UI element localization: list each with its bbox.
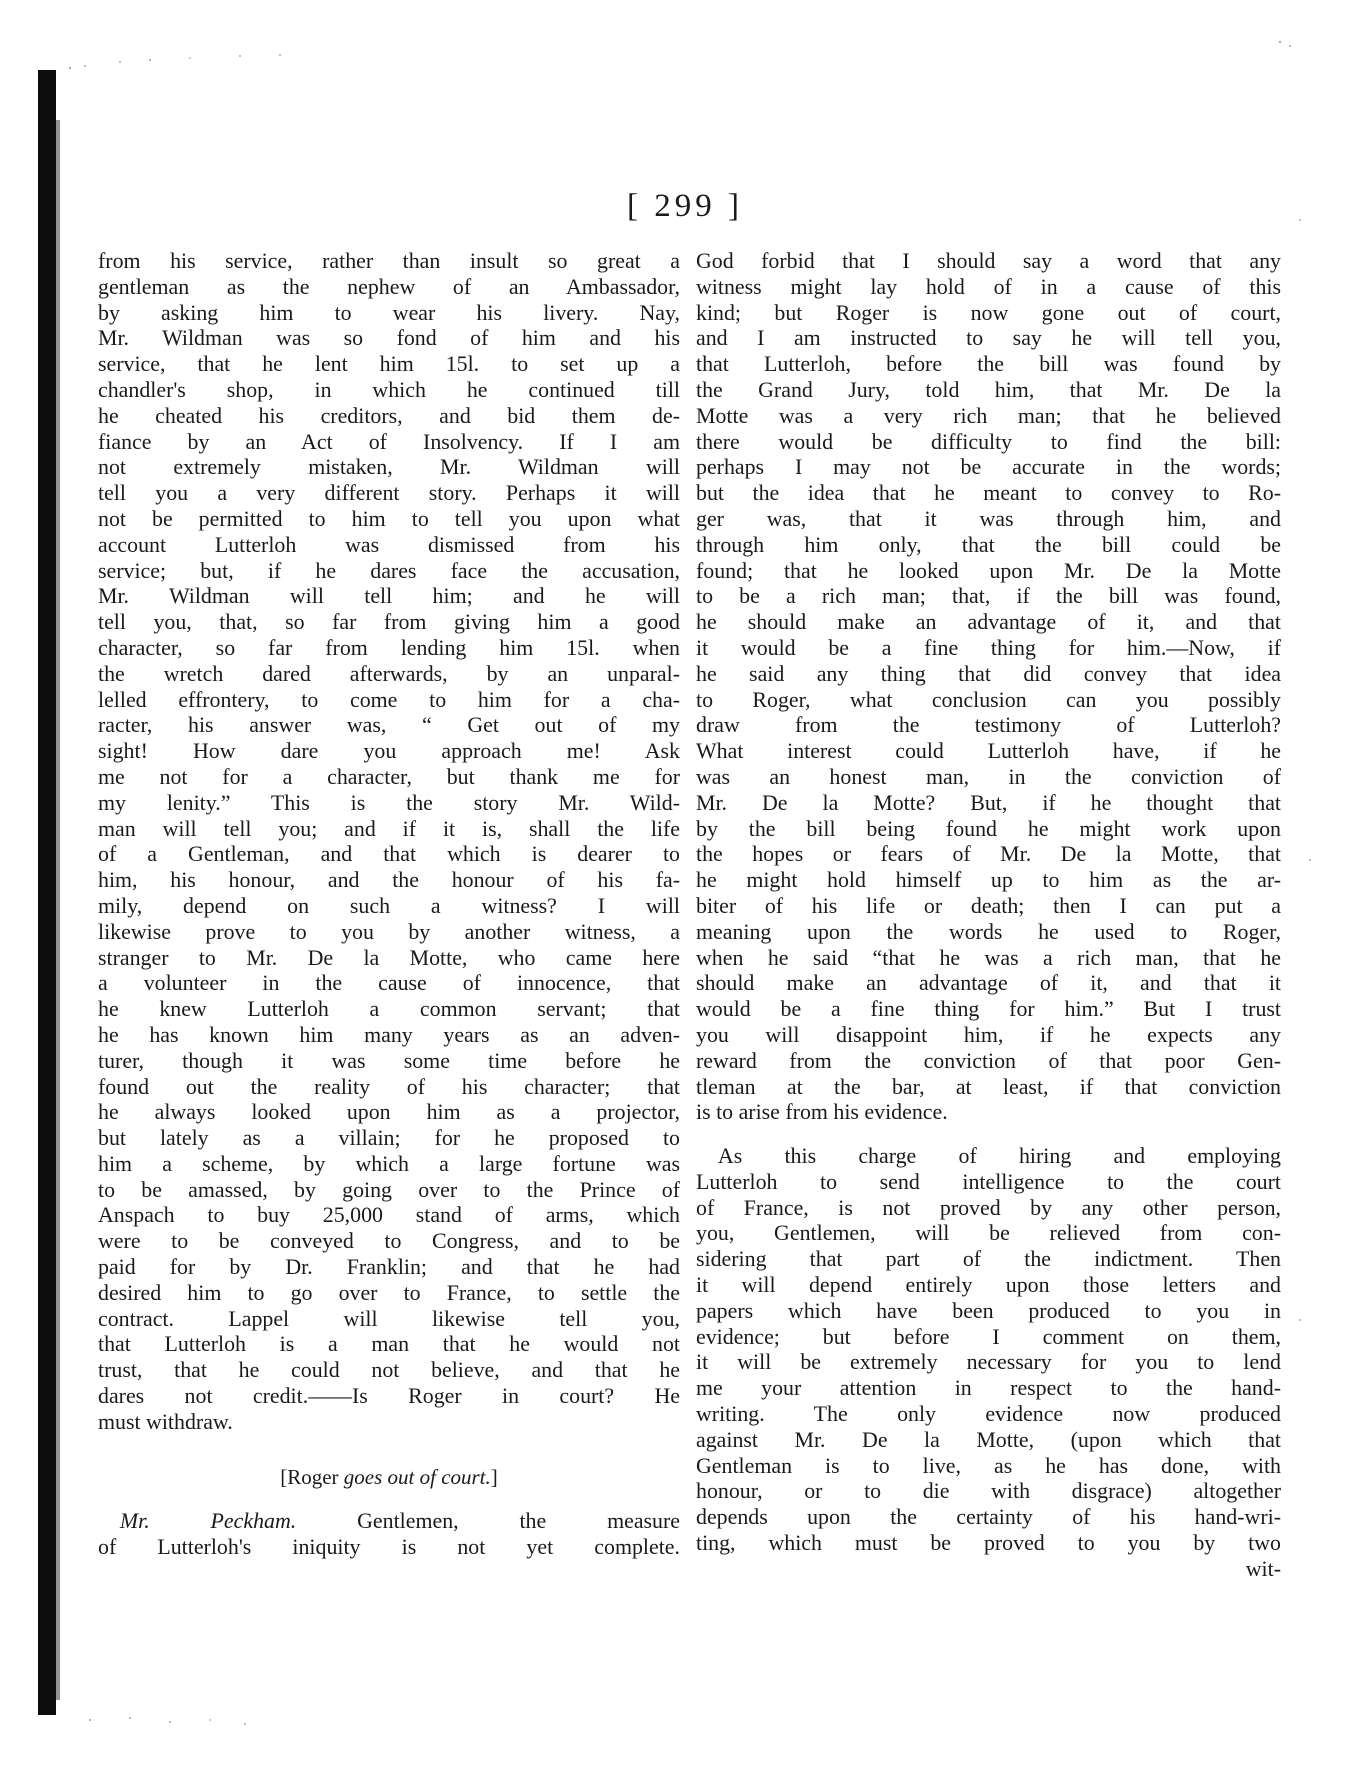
text-line: found; that he looked upon Mr. De la Motte — [696, 557, 1281, 583]
text-line: him, his honour, and the honour of his fa- — [98, 867, 680, 893]
text-line: that Lutterloh is a man that he would not — [98, 1331, 680, 1357]
text-line: likewise prove to you by another witness, a — [98, 918, 680, 944]
text-line: tell you a very different story. Perhaps it will — [98, 480, 680, 506]
text-line: ger was, that it was through him, and — [696, 505, 1281, 531]
text-line: Motte was a very rich man; that he believed — [696, 402, 1281, 428]
text-line: papers which have been produced to you in — [696, 1297, 1281, 1323]
text-line: would be a fine thing for him.” But I trust — [696, 996, 1281, 1022]
text-line: he might hold himself up to him as the ar- — [696, 867, 1281, 893]
text-line: a volunteer in the cause of innocence, that — [98, 970, 680, 996]
text-line: when he said “that he was a rich man, that he — [696, 944, 1281, 970]
text-line: was an honest man, in the conviction of — [696, 763, 1281, 789]
text-line: chandler's shop, in which he continued till — [98, 376, 680, 402]
text-line: witness might lay hold of in a cause of this — [696, 273, 1281, 299]
text-line: evidence; but before I comment on them, — [696, 1323, 1281, 1349]
text-line: dares not credit.——Is Roger in court? He — [98, 1383, 680, 1409]
text-line: not be permitted to him to tell you upon what — [98, 505, 680, 531]
text-line: of a Gentleman, and that which is dearer to — [98, 841, 680, 867]
text-line: the Grand Jury, told him, that Mr. De la — [696, 376, 1281, 402]
text-line: he cheated his creditors, and bid them de- — [98, 402, 680, 428]
text-line: he said any thing that did convey that idea — [696, 660, 1281, 686]
stage-direction: [Roger goes out of court.] — [280, 1464, 498, 1489]
text-line: meaning upon the words he used to Roger, — [696, 918, 1281, 944]
text-line: you, Gentlemen, will be relieved from con- — [696, 1220, 1281, 1246]
left-column — [98, 248, 680, 1560]
text-line: desired him to go over to France, to settle the — [98, 1279, 680, 1305]
text-line: should make an advantage of it, and that it — [696, 970, 1281, 996]
right-column — [696, 248, 1281, 1582]
text-line: him a scheme, by which a large fortune was — [98, 1150, 680, 1176]
text-line: Mr. De la Motte? But, if he thought that — [696, 789, 1281, 815]
text-line: gentleman as the nephew of an Ambassador, — [98, 273, 680, 299]
text-line: account Lutterloh was dismissed from his — [98, 531, 680, 557]
text-line: he has known him many years as an adven- — [98, 1021, 680, 1047]
page-number: [ 299 ] — [627, 188, 743, 224]
text-line: by asking him to wear his livery. Nay, — [98, 299, 680, 325]
text-line: through him only, that the bill could be — [696, 531, 1281, 557]
text-line: service, that he lent him 15l. to set up a — [98, 351, 680, 377]
text-line: of France, is not proved by any other person, — [696, 1194, 1281, 1220]
text-line: found out the reality of his character; that — [98, 1073, 680, 1099]
text-line: Gentleman is to live, as he has done, with — [696, 1452, 1281, 1478]
text-line: it will be extremely necessary for you to lend — [696, 1349, 1281, 1375]
text-line: the wretch dared afterwards, by an unparal- — [98, 660, 680, 686]
text-line: character, so far from lending him 15l. when — [98, 634, 680, 660]
speech-line: of Lutterloh's iniquity is not yet complete. — [98, 1534, 680, 1560]
text-line: he always looked upon him as a projector, — [98, 1099, 680, 1125]
text-line: Mr. Wildman was so fond of him and his — [98, 325, 680, 351]
text-line: fiance by an Act of Insolvency. If I am — [98, 428, 680, 454]
text-line: is to arise from his evidence. — [696, 1099, 948, 1125]
speaker-name: Mr. Peckham. — [119, 1508, 297, 1534]
text-line: racter, his answer was, “ Get out of my — [98, 712, 680, 738]
text-line: honour, or to die with disgrace) altogether — [696, 1478, 1281, 1504]
text-line: to be amassed, by going over to the Prince of — [98, 1176, 680, 1202]
text-line: trust, that he could not believe, and that he — [98, 1357, 680, 1383]
text-line: paid for by Dr. Franklin; and that he had — [98, 1254, 680, 1280]
text-line: were to be conveyed to Congress, and to be — [98, 1228, 680, 1254]
text-line: Anspach to buy 25,000 stand of arms, which — [98, 1202, 680, 1228]
speech-line: Mr. Peckham. Gentlemen, the measure — [119, 1508, 681, 1534]
text-line: but the idea that he meant to convey to Ro- — [696, 480, 1281, 506]
catchword: wit- — [1245, 1555, 1281, 1581]
text-line: against Mr. De la Motte, (upon which that — [696, 1426, 1281, 1452]
text-line: but lately as a villain; for he proposed to — [98, 1125, 680, 1151]
text-line: me not for a character, but thank me for — [98, 763, 680, 789]
text-line: service; but, if he dares face the accusation, — [98, 557, 680, 583]
text-line: that Lutterloh, before the bill was found by — [696, 351, 1281, 377]
text-line: you will disappoint him, if he expects any — [696, 1021, 1281, 1047]
text-line: perhaps I may not be accurate in the words; — [696, 454, 1281, 480]
text-line: there would be difficulty to find the bill: — [696, 428, 1281, 454]
text-line: mily, depend on such a witness? I will — [98, 892, 680, 918]
paragraph-first-line: As this charge of hiring and employing — [717, 1143, 1281, 1169]
text-line: must withdraw. — [98, 1408, 233, 1434]
text-line: tleman at the bar, at least, if that conviction — [696, 1073, 1281, 1099]
text-line: to Roger, what conclusion can you possibly — [696, 686, 1281, 712]
text-line: lelled effrontery, to come to him for a cha- — [98, 686, 680, 712]
text-line: it would be a fine thing for him.—Now, if — [696, 634, 1281, 660]
text-line: kind; but Roger is now gone out of court, — [696, 299, 1281, 325]
text-line: to be a rich man; that, if the bill was found, — [696, 583, 1281, 609]
text-line: and I am instructed to say he will tell you, — [696, 325, 1281, 351]
text-line: writing. The only evidence now produced — [696, 1401, 1281, 1427]
text-line: tell you, that, so far from giving him a good — [98, 609, 680, 635]
text-line: reward from the conviction of that poor Gen- — [696, 1047, 1281, 1073]
text-line: not extremely mistaken, Mr. Wildman will — [98, 454, 680, 480]
text-line: What interest could Lutterloh have, if he — [696, 738, 1281, 764]
text-line: my lenity.” This is the story Mr. Wild- — [98, 789, 680, 815]
text-line: contract. Lappel will likewise tell you, — [98, 1305, 680, 1331]
text-line: sidering that part of the indictment. Then — [696, 1246, 1281, 1272]
text-line: man will tell you; and if it is, shall the life — [98, 815, 680, 841]
text-line: ting, which must be proved to you by two — [696, 1530, 1281, 1556]
text-line: sight! How dare you approach me! Ask — [98, 738, 680, 764]
text-line: God forbid that I should say a word that any — [696, 248, 1281, 273]
text-line: from his service, rather than insult so great a — [98, 248, 680, 273]
text-line: he knew Lutterloh a common servant; that — [98, 996, 680, 1022]
text-line: stranger to Mr. De la Motte, who came here — [98, 944, 680, 970]
text-line: me your attention in respect to the hand- — [696, 1375, 1281, 1401]
text-line: by the bill being found he might work upon — [696, 815, 1281, 841]
text-line: it will depend entirely upon those letters and — [696, 1272, 1281, 1298]
text-line: Mr. Wildman will tell him; and he will — [98, 583, 680, 609]
text-line: draw from the testimony of Lutterloh? — [696, 712, 1281, 738]
text-line: turer, though it was some time before he — [98, 1047, 680, 1073]
text-line: biter of his life or death; then I can put a — [696, 892, 1281, 918]
text-line: the hopes or fears of Mr. De la Motte, that — [696, 841, 1281, 867]
text-line: he should make an advantage of it, and that — [696, 609, 1281, 635]
text-line: Lutterloh to send intelligence to the court — [696, 1168, 1281, 1194]
text-line: depends upon the certainty of his hand-wri- — [696, 1504, 1281, 1530]
